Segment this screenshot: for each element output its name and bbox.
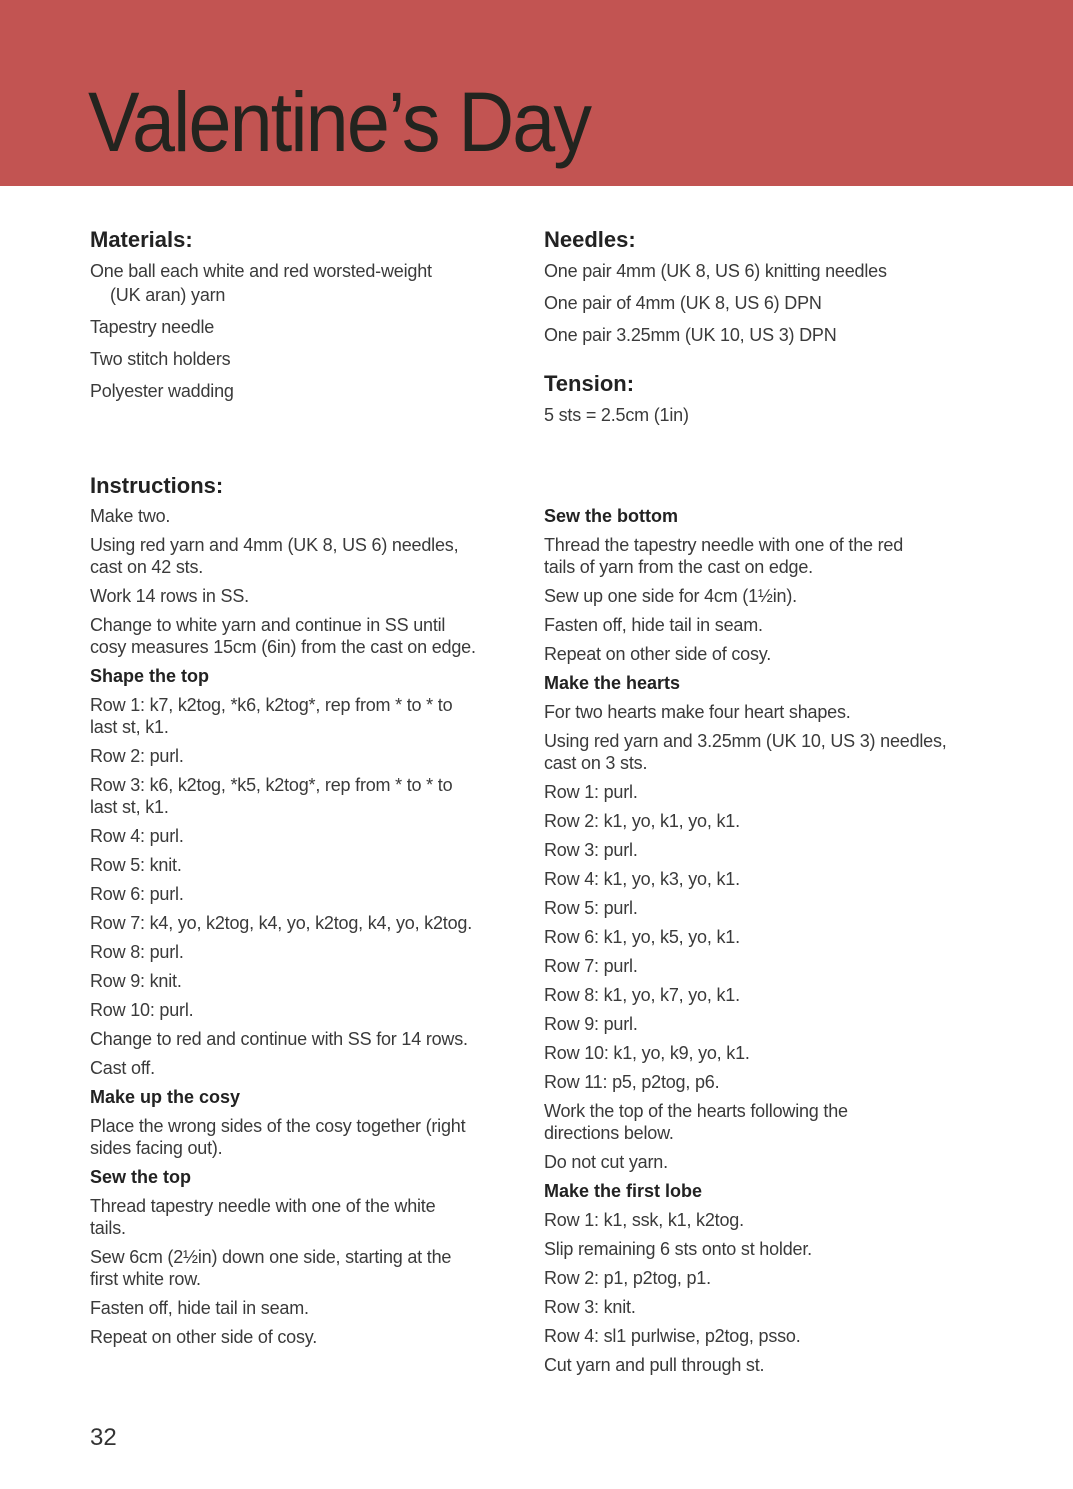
text-line: tails of yarn from the cast on edge. <box>544 557 813 577</box>
text-line: Row 6: k1, yo, k5, yo, k1. <box>544 927 740 947</box>
list-item <box>90 825 540 847</box>
list-item <box>544 1100 994 1144</box>
tension-heading: Tension: <box>544 371 635 396</box>
text-line: directions below. <box>544 1123 674 1143</box>
text-line: cast on 42 sts. <box>90 557 204 577</box>
text-line: Change to red and continue with SS for 14 rows. <box>90 1029 468 1049</box>
text-line: Repeat on other side of cosy. <box>90 1327 318 1347</box>
list-item <box>90 694 540 738</box>
text-line: Row 2: p1, p2tog, p1. <box>544 1268 711 1288</box>
instruction-section <box>90 1086 540 1159</box>
section-heading: Make the first lobe <box>544 1181 703 1201</box>
list-item <box>544 1267 994 1289</box>
text-line: Row 3: knit. <box>544 1297 636 1317</box>
text-line: Sew 6cm (2½in) down one side, starting at the <box>90 1247 452 1267</box>
text-line: Row 4: k1, yo, k3, yo, k1. <box>544 869 740 889</box>
list-item <box>90 774 540 818</box>
text-line: One ball each white and red worsted-weight <box>90 261 432 281</box>
list-item <box>544 323 994 347</box>
text-line: Row 2: purl. <box>90 746 184 766</box>
list-item <box>90 854 540 876</box>
list-item <box>544 585 994 607</box>
text-line: Row 7: k4, yo, k2tog, k4, yo, k2tog, k4, yo, k2tog. <box>90 913 473 933</box>
text-line: Work 14 rows in SS. <box>90 586 249 606</box>
text-line: Row 8: k1, yo, k7, yo, k1. <box>544 985 740 1005</box>
instruction-section <box>90 665 540 1079</box>
text-line: One pair 4mm (UK 8, US 6) knitting needles <box>544 261 887 281</box>
text-line: Row 9: purl. <box>544 1014 638 1034</box>
list-item <box>544 1238 994 1260</box>
list-item <box>90 259 540 307</box>
list-item <box>544 955 994 977</box>
list-item <box>544 1071 994 1093</box>
text-line: Row 2: k1, yo, k1, yo, k1. <box>544 811 740 831</box>
needles-section <box>544 227 994 355</box>
list-item <box>90 745 540 767</box>
text-line: sides facing out). <box>90 1138 223 1158</box>
text-line: Work the top of the hearts following the <box>544 1101 848 1121</box>
text-line: Make two. <box>90 506 171 526</box>
text-line: Using red yarn and 3.25mm (UK 10, US 3) needles, <box>544 731 947 751</box>
list-item <box>544 810 994 832</box>
text-line: Row 4: purl. <box>90 826 184 846</box>
text-line: Using red yarn and 4mm (UK 8, US 6) needles, <box>90 535 459 555</box>
instruction-section <box>90 1166 540 1348</box>
text-line: cast on 3 sts. <box>544 753 648 773</box>
text-line: Row 10: k1, yo, k9, yo, k1. <box>544 1043 750 1063</box>
list-item <box>90 379 540 403</box>
text-line: Two stitch holders <box>90 349 231 369</box>
text-line: Fasten off, hide tail in seam. <box>544 615 763 635</box>
text-line: One pair of 4mm (UK 8, US 6) DPN <box>544 293 822 313</box>
section-heading: Sew the top <box>90 1167 192 1187</box>
list-item <box>544 984 994 1006</box>
list-item <box>544 534 994 578</box>
text-line: Row 9: knit. <box>90 971 182 991</box>
list-item <box>544 614 994 636</box>
list-item <box>544 730 994 774</box>
list-item <box>90 505 540 527</box>
text-line: Fasten off, hide tail in seam. <box>90 1298 309 1318</box>
text-line: One pair 3.25mm (UK 10, US 3) DPN <box>544 325 837 345</box>
text-line: Change to white yarn and continue in SS until <box>90 615 446 635</box>
text-line: Cast off. <box>90 1058 155 1078</box>
text-line: cosy measures 15cm (6in) from the cast on edge. <box>90 637 476 657</box>
text-line: Row 4: sl1 purlwise, p2tog, psso. <box>544 1326 801 1346</box>
list-item <box>90 315 540 339</box>
text-line: first white row. <box>90 1269 201 1289</box>
text-line: Row 7: purl. <box>544 956 638 976</box>
needles-heading: Needles: <box>544 227 636 252</box>
list-item <box>544 259 994 283</box>
list-item <box>90 347 540 371</box>
text-line: Row 8: purl. <box>90 942 184 962</box>
list-item <box>544 1013 994 1035</box>
text-line: Place the wrong sides of the cosy together (right <box>90 1116 466 1136</box>
text-line: Tapestry needle <box>90 317 215 337</box>
text-line: Row 1: purl. <box>544 782 638 802</box>
list-item <box>90 883 540 905</box>
list-item <box>544 701 994 723</box>
text-line: Repeat on other side of cosy. <box>544 644 772 664</box>
text-line: Row 3: purl. <box>544 840 638 860</box>
list-item <box>90 1028 540 1050</box>
list-item <box>544 1325 994 1347</box>
section-heading: Make up the cosy <box>90 1087 241 1107</box>
text-line: Cut yarn and pull through st. <box>544 1355 765 1375</box>
text-line: Thread tapestry needle with one of the white <box>90 1196 436 1216</box>
text-line: Row 5: purl. <box>544 898 638 918</box>
list-item <box>544 926 994 948</box>
list-item <box>90 614 540 658</box>
text-line: Row 6: purl. <box>90 884 184 904</box>
instruction-section <box>544 1180 994 1376</box>
list-item <box>90 970 540 992</box>
text-line: last st, k1. <box>90 717 169 737</box>
text-line: Polyester wadding <box>90 381 234 401</box>
text-line: tails. <box>90 1218 126 1238</box>
list-item <box>90 912 540 934</box>
materials-heading: Materials: <box>90 227 193 252</box>
instruction-section <box>90 505 540 658</box>
instructions-right-column <box>544 498 994 1383</box>
list-item <box>90 1246 540 1290</box>
list-item <box>544 897 994 919</box>
section-heading: Make the hearts <box>544 673 681 693</box>
list-item <box>90 1297 540 1319</box>
list-item <box>544 1209 994 1231</box>
list-item <box>544 1151 994 1173</box>
text-line: Row 1: k7, k2tog, *k6, k2tog*, rep from * to * to <box>90 695 453 715</box>
list-item <box>90 1057 540 1079</box>
text-line: Row 3: k6, k2tog, *k5, k2tog*, rep from * to * to <box>90 775 453 795</box>
instruction-section <box>544 672 994 1173</box>
list-item <box>90 1326 540 1348</box>
instruction-section <box>544 505 994 665</box>
text-line: Slip remaining 6 sts onto st holder. <box>544 1239 812 1259</box>
list-item <box>90 999 540 1021</box>
list-item <box>544 1296 994 1318</box>
text-line: Row 5: knit. <box>90 855 182 875</box>
list-item <box>90 941 540 963</box>
list-item <box>544 1354 994 1376</box>
text-line: Row 11: p5, p2tog, p6. <box>544 1072 720 1092</box>
instructions-left-column <box>90 473 540 1355</box>
text-line: last st, k1. <box>90 797 169 817</box>
list-item <box>544 1042 994 1064</box>
list-item <box>544 839 994 861</box>
text-line: Sew up one side for 4cm (1½in). <box>544 586 797 606</box>
text-line: Thread the tapestry needle with one of the red <box>544 535 904 555</box>
list-item <box>544 291 994 315</box>
instructions-heading: Instructions: <box>90 473 224 498</box>
list-item <box>544 643 994 665</box>
list-item <box>90 585 540 607</box>
text-line: Row 10: purl. <box>90 1000 194 1020</box>
materials-section <box>90 227 540 411</box>
page-number: 32 <box>90 1424 117 1451</box>
list-item <box>544 403 994 427</box>
text-line: For two hearts make four heart shapes. <box>544 702 851 722</box>
list-item <box>90 534 540 578</box>
list-item <box>90 1195 540 1239</box>
list-item <box>544 781 994 803</box>
text-line: Row 1: k1, ssk, k1, k2tog. <box>544 1210 744 1230</box>
page-title: Valentine’s Day <box>88 75 591 169</box>
section-heading: Shape the top <box>90 666 210 686</box>
tension-section <box>544 371 994 435</box>
section-heading: Sew the bottom <box>544 506 678 526</box>
text-line: 5 sts = 2.5cm (1in) <box>544 405 689 425</box>
text-line: (UK aran) yarn <box>110 285 226 305</box>
list-item <box>90 1115 540 1159</box>
text-line: Do not cut yarn. <box>544 1152 668 1172</box>
list-item <box>544 868 994 890</box>
